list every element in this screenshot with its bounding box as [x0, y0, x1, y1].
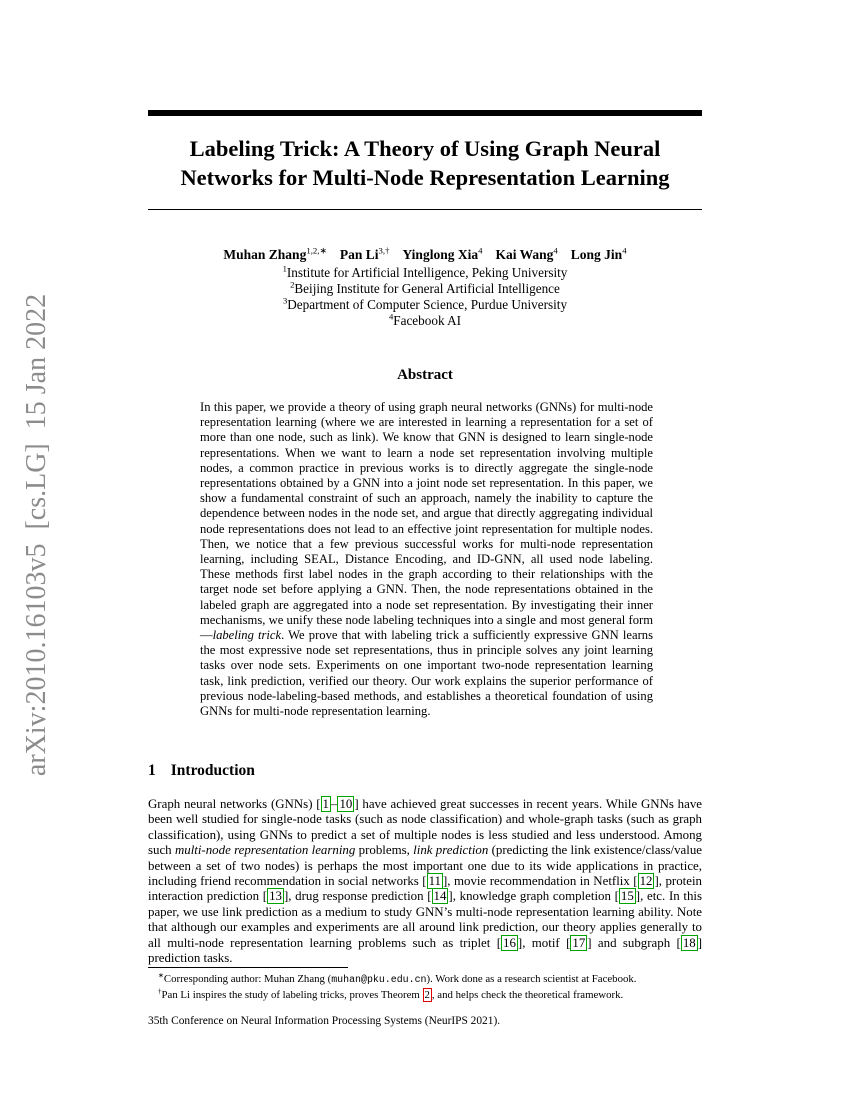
section-heading-introduction: [148, 762, 702, 780]
footnote-rule: [148, 967, 348, 968]
author-name: Kai Wang: [495, 247, 554, 262]
text-segment: Beijing Institute for General Artificial Intelligence: [294, 281, 560, 296]
footnotes: [148, 972, 702, 1002]
superscript: 3: [282, 295, 288, 306]
citation-link[interactable]: 18: [682, 935, 696, 950]
superscript: 1,2,∗: [306, 245, 327, 256]
text-segment: Facebook AI: [393, 313, 462, 328]
text-segment: –: [331, 797, 338, 811]
superscript: †: [158, 987, 162, 995]
text-segment: , and helps check the theoretical framework.: [431, 988, 624, 1001]
author-name: Yinglong Xia: [402, 247, 479, 262]
text-segment: ], motif [: [517, 935, 571, 950]
abstract-heading: Abstract: [397, 367, 453, 383]
arxiv-watermark: arXiv:2010.16103v5 [cs.LG] 15 Jan 2022: [21, 293, 52, 777]
superscript: 2: [290, 279, 295, 290]
citation-link[interactable]: 1: [322, 797, 329, 811]
text-segment: ] prediction tasks.: [148, 935, 702, 966]
text-segment: ], drug response prediction [: [283, 889, 432, 904]
text-segment: Institute for Artificial Intelligence, Peking University: [286, 265, 568, 280]
author-line: [118, 247, 732, 263]
text-segment: ], knowledge graph completion [: [448, 889, 619, 904]
author-name: Muhan Zhang: [223, 247, 307, 262]
affiliation-list: [148, 265, 702, 329]
footnote-corresponding-author: [148, 972, 702, 988]
author-name: Long Jin: [570, 247, 623, 262]
citation-link[interactable]: 17: [572, 935, 586, 950]
theorem-link[interactable]: 2: [424, 988, 430, 1001]
affiliation-4: [148, 313, 702, 329]
abstract-text: [200, 400, 653, 719]
citation-link[interactable]: 15: [620, 889, 634, 904]
title-rule-thick: [148, 110, 702, 116]
superscript: 4: [622, 245, 627, 256]
title-rule-thin: [148, 209, 702, 210]
citation-link[interactable]: 10: [339, 797, 353, 811]
text-segment: (predicting the link existence/class/value between a set of two nodes) is perhaps the most important one due to its wide applications in practice, including friend recommendation in social networks [: [148, 843, 702, 889]
superscript: 4: [553, 245, 558, 256]
superscript: 4: [388, 311, 394, 322]
text-segment: Graph neural networks (GNNs) [: [148, 797, 321, 811]
section-title: Introduction: [170, 762, 255, 779]
email-text: muhan@pku.edu.cn: [331, 974, 427, 985]
text-segment: ], protein interaction prediction [: [148, 874, 702, 904]
text-segment: Department of Computer Science, Purdue University: [287, 297, 568, 312]
section-number: 1: [148, 762, 156, 779]
introduction-paragraph: [148, 797, 702, 966]
text-segment: Pan Li inspires the study of labeling tricks, proves Theorem: [161, 988, 423, 1001]
text-segment: Corresponding author: Muhan Zhang (: [163, 973, 332, 985]
paper-title-line2: Networks for Multi-Node Representation Learning: [180, 165, 670, 190]
citation-link[interactable]: 12: [639, 874, 653, 889]
affiliation-3: [148, 297, 702, 313]
text-segment: ). Work done as a research scientist at Facebook.: [426, 973, 637, 985]
affiliation-2: [148, 281, 702, 297]
footnote-pan-li: [148, 988, 702, 1003]
text-segment: ], movie recommendation in Netflix [: [443, 874, 638, 889]
citation-link[interactable]: 11: [428, 874, 442, 889]
superscript: 1: [282, 263, 287, 274]
italic-text: link prediction: [413, 843, 489, 858]
paper-title-line1: Labeling Trick: A Theory of Using Graph Neural: [189, 136, 661, 161]
text-segment: ] and subgraph [: [587, 935, 681, 950]
author-name: Pan Li: [339, 247, 379, 262]
text-segment: ] have achieved great successes in recent years. While GNNs have been well studied for single-node tasks (such as node classification) and whole-graph tasks (such as graph classification), using GNNs to predict a set of multiple nodes is less studied and less understood. Among such: [148, 797, 702, 858]
affiliation-1: [148, 265, 702, 281]
text-segment: ], etc. In this paper, we use link prediction as a medium to study GNN’s multi-node representation learning ability. Note that although our examples and experiments are all around link prediction, our theory applies generally to all multi-node representation learning problems such as triplet [: [148, 889, 702, 950]
text-segment: problems,: [355, 843, 414, 858]
superscript: 3,†: [378, 245, 390, 256]
citation-link[interactable]: 13: [269, 889, 282, 904]
citation-link[interactable]: 16: [503, 935, 516, 950]
text-segment: . We prove that with labeling trick a sufficiently expressive GNN learns the most expressive node set representations, thus in principle solves any joint learning tasks over node sets. Experiments on one important two-node representation learning task, link prediction, verified our theory. Our work explains the superior performance of previous node-labeling-based methods, and establishes a theoretical foundation of using GNNs for multi-node representation learning.: [200, 628, 653, 719]
paper-title: [148, 134, 702, 192]
superscript: 4: [478, 245, 483, 256]
text-segment: In this paper, we provide a theory of using graph neural networks (GNNs) for multi-node representation learning (where we are interested in learning a representation for a set of more than one node, such as link). We know that GNN is designed to learn single-node representations. When we want to learn a node set representation involving multiple nodes, a common practice in previous works is to directly aggregate the single-node representations obtained by a GNN into a joint node set representation. In this paper, we show a fundamental constraint of such an approach, namely the inability to capture the dependence between nodes in the node set, and argue that directly aggregating individual node representations does not lead to an effective joint representation for multiple nodes. Then, we notice that a few previous successful works for multi-node representation learning, including SEAL, Distance Encoding, and ID-GNN, all used node labeling. These methods first label nodes in the graph according to their relationships with the target node set before applying a GNN. Then, the node representations obtained in the labeled graph are aggregated into a node set representation. By investigating their inner mechanisms, we unify these node labeling techniques into a single and most general form—: [200, 400, 653, 643]
superscript: ∗: [158, 971, 164, 980]
italic-text: labeling trick: [212, 628, 282, 643]
conference-note: 35th Conference on Neural Information Processing Systems (NeurIPS 2021).: [148, 1015, 501, 1027]
citation-link[interactable]: 14: [433, 889, 447, 904]
italic-text: multi-node representation learning: [174, 843, 356, 858]
